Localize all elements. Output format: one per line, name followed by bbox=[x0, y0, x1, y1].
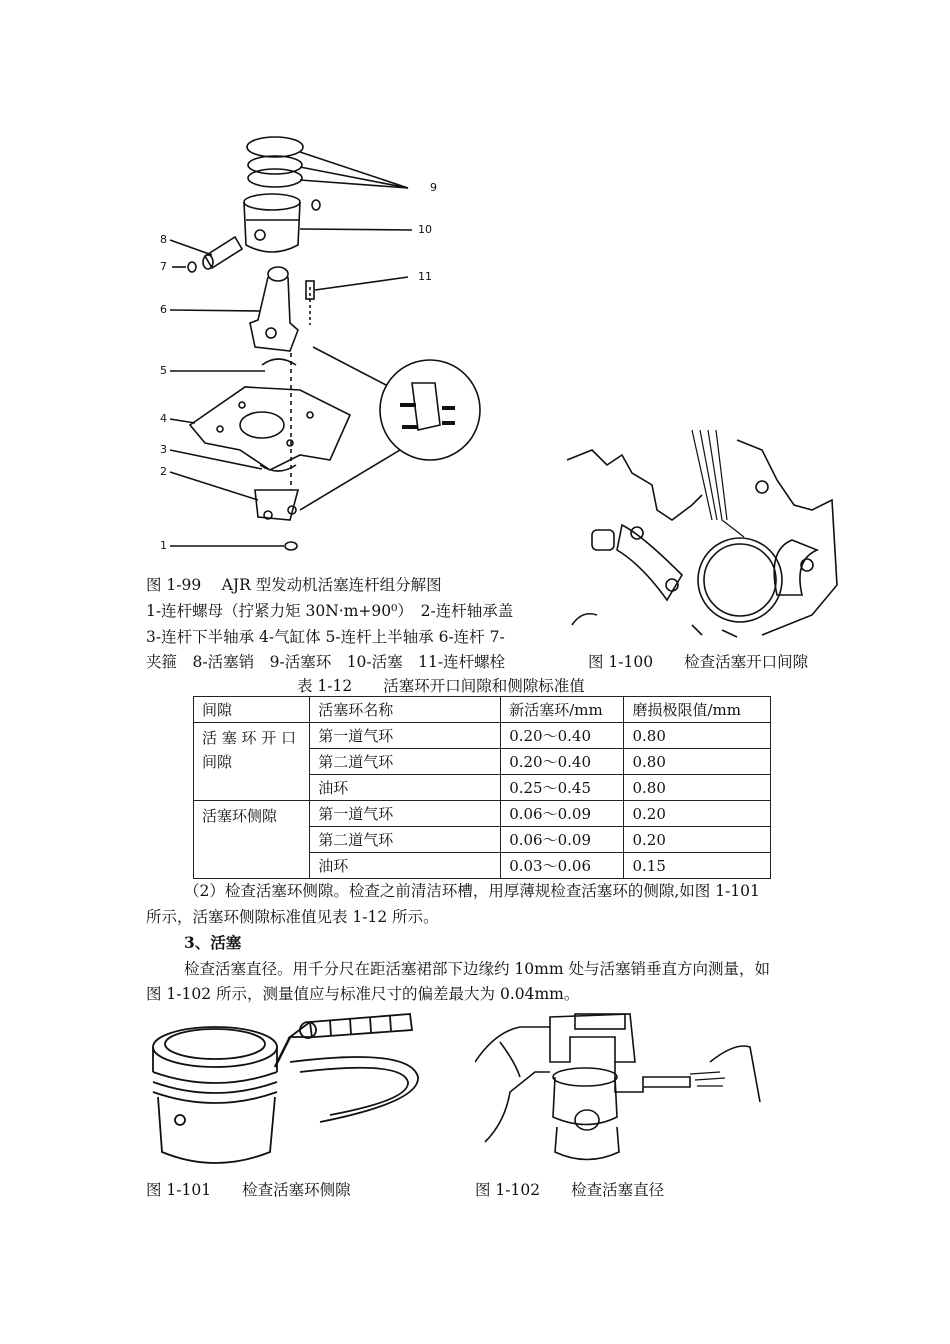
table-cell: 第一道气环 bbox=[310, 801, 501, 827]
callout-1: 1 bbox=[160, 539, 167, 552]
table-cell: 0.15 bbox=[624, 853, 771, 879]
table-cell: 油环 bbox=[310, 853, 501, 879]
table-cell: 0.06～0.09 bbox=[501, 801, 624, 827]
figure-1-99-diagram bbox=[150, 125, 490, 565]
table-row bbox=[194, 723, 771, 749]
paragraph-side-clearance-line-2: 所示，活塞环侧隙标准值见表 1-12 所示。 bbox=[146, 908, 439, 926]
callout-3: 3 bbox=[160, 443, 167, 456]
callout-7: 7 bbox=[160, 260, 167, 273]
table-cell: 第一道气环 bbox=[310, 723, 501, 749]
figure-1-102-diagram bbox=[475, 1002, 765, 1177]
table-cell: 0.06～0.09 bbox=[501, 827, 624, 853]
group-cell-side-clearance: 活塞环侧隙 bbox=[194, 801, 310, 879]
table-cell: 第二道气环 bbox=[310, 827, 501, 853]
paragraph-piston-line-1: 检查活塞直径。用千分尺在距活塞裙部下边缘约 10mm 处与活塞销垂直方向测量，如 bbox=[184, 960, 770, 978]
section-heading-piston: 3、活塞 bbox=[184, 933, 242, 952]
figure-1-101-caption: 图 1-101 检查活塞环侧隙 bbox=[146, 1181, 351, 1199]
callout-2: 2 bbox=[160, 465, 167, 478]
spec-table bbox=[193, 696, 771, 879]
figure-1-99-legend-line-1: 1-连杆螺母（拧紧力矩 30N·m+90⁰） 2-连杆轴承盖 bbox=[146, 602, 514, 620]
callout-6: 6 bbox=[160, 303, 167, 316]
table-cell: 油环 bbox=[310, 775, 501, 801]
header-cell: 间隙 bbox=[194, 697, 310, 723]
figure-1-99-caption: 图 1-99 AJR 型发动机活塞连杆组分解图 bbox=[146, 576, 442, 594]
table-cell: 0.20～0.40 bbox=[501, 749, 624, 775]
figure-1-100-caption: 图 1-100 检查活塞开口间隙 bbox=[588, 653, 809, 671]
table-cell: 0.20～0.40 bbox=[501, 723, 624, 749]
table-cell: 0.80 bbox=[624, 723, 771, 749]
table-cell: 0.20 bbox=[624, 827, 771, 853]
callout-8: 8 bbox=[160, 233, 167, 246]
paragraph-piston-line-2: 图 1-102 所示，测量值应与标准尺寸的偏差最大为 0.04mm。 bbox=[146, 985, 580, 1003]
callout-10: 10 bbox=[418, 223, 432, 236]
table-cell: 0.80 bbox=[624, 775, 771, 801]
figure-1-99-legend-line-2: 3-连杆下半轴承 4-气缸体 5-连杆上半轴承 6-连杆 7- bbox=[146, 628, 505, 646]
table-cell: 0.20 bbox=[624, 801, 771, 827]
table-cell: 第二道气环 bbox=[310, 749, 501, 775]
table-cell: 0.25～0.45 bbox=[501, 775, 624, 801]
header-cell: 磨损极限值/mm bbox=[624, 697, 771, 723]
table-title: 表 1-12 活塞环开口间隙和侧隙标准值 bbox=[297, 677, 585, 695]
figure-1-100-diagram bbox=[562, 425, 840, 640]
figure-1-99-legend-line-3: 夹箍 8-活塞销 9-活塞环 10-活塞 11-连杆螺栓 bbox=[146, 653, 506, 671]
callout-11: 11 bbox=[418, 270, 432, 283]
figure-1-101-diagram bbox=[140, 1002, 425, 1177]
group-cell-ring-gap: 活 塞 环 开 口 间隙 bbox=[194, 723, 310, 801]
header-cell: 活塞环名称 bbox=[310, 697, 501, 723]
callout-9: 9 bbox=[430, 181, 437, 194]
table-cell: 0.80 bbox=[624, 749, 771, 775]
table-cell: 0.03～0.06 bbox=[501, 853, 624, 879]
figure-1-102-caption: 图 1-102 检查活塞直径 bbox=[475, 1181, 665, 1199]
header-cell: 新活塞环/mm bbox=[501, 697, 624, 723]
callout-5: 5 bbox=[160, 364, 167, 377]
table-row bbox=[194, 801, 771, 827]
paragraph-side-clearance-line-1: （2）检查活塞环侧隙。检查之前清洁环槽，用厚薄规检查活塞环的侧隙,如图 1-101 bbox=[184, 882, 760, 900]
callout-4: 4 bbox=[160, 412, 167, 425]
table-header-row bbox=[194, 697, 771, 723]
